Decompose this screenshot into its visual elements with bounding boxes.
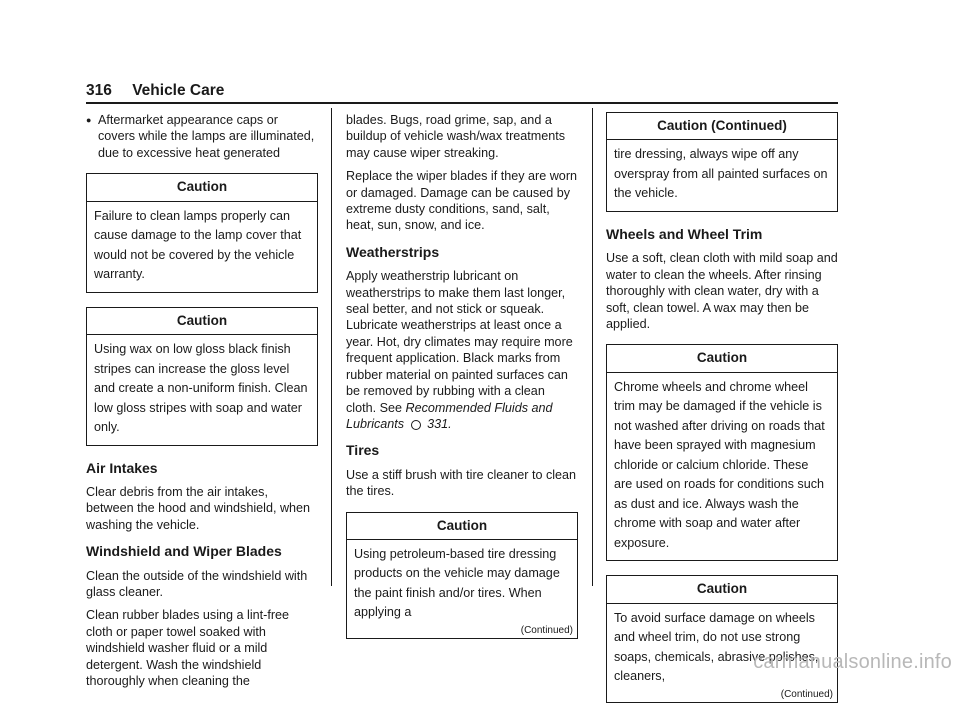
column-2 (346, 112, 578, 653)
caution-body: To avoid surface damage on wheels and wheel trim, do not use strong soaps, chemicals, abrasive polishes, cleaners, (614, 610, 819, 684)
cross-reference-link[interactable]: Recommended Fluids and Lubricants (346, 400, 553, 431)
caution-box (86, 307, 318, 446)
paragraph-text: Apply weatherstrip lubricant on weatherstrips to make them last longer, seal better, and not stick or squeak. Lubricate weatherstrips at least once a year. Hot, dry climates may require more frequent application. Black marks from rubber material on painted surfaces can be removed by rubbing with a clean cloth. See (346, 269, 573, 415)
paragraph: Replace the wiper blades if they are worn or damaged. Damage can be caused by extreme dusty conditions, sand, salt, heat, sun, snow, and ice. (346, 169, 578, 233)
paragraph: Use a soft, clean cloth with mild soap and water to clean the wheels. After rinsing thoroughly with clean water, dry with a soft, clean towel. A wax may then be applied. (606, 251, 838, 331)
caution-box (606, 344, 838, 561)
header-rule (86, 102, 838, 104)
continued-label: (Continued) (520, 624, 573, 636)
bullet-item (86, 112, 318, 161)
caution-box (346, 512, 578, 639)
cross-reference-page[interactable]: 331 (427, 416, 449, 431)
column-divider (592, 108, 593, 586)
section-heading: Air Intakes (86, 459, 158, 476)
caution-title: Caution (Continued) (607, 113, 837, 140)
caution-body: Failure to clean lamps properly can cause damage to the lamp cover that would not be covered by the vehicle warranty. (94, 208, 302, 282)
column-3 (606, 112, 838, 717)
caution-body: Chrome wheels and chrome wheel trim may be damaged if the vehicle is not washed after driving on roads that have been sprayed with magnesium chloride or calcium chloride. These are used on roads for conditions such as dust and ice. Always wash the chrome with soap and water after exposure. (614, 379, 825, 550)
caution-box (86, 173, 318, 292)
caution-box (606, 575, 838, 702)
section-heading: Weatherstrips (346, 243, 440, 260)
section-title: Vehicle Care (132, 82, 225, 99)
continued-label: (Continued) (780, 688, 833, 700)
section-heading: Tires (346, 442, 380, 459)
page-header (86, 82, 838, 100)
caution-title: Caution (87, 174, 317, 201)
bullet-text: Aftermarket appearance caps or covers while the lamps are illuminated, due to excessive heat generated (98, 113, 315, 160)
page-reference-icon (411, 420, 421, 430)
paragraph: Clean the outside of the windshield with glass cleaner. (86, 568, 308, 599)
watermark: carmanualsonline.info (753, 651, 952, 673)
paragraph: Apply weatherstrip lubricant on weatherstrips to make them last longer, seal better, and not stick or squeak. Lubricate weatherstrips at least once a year. Hot, dry climates may require more frequent application. Black marks from rubber material on painted surfaces can be removed by rubbing with a clean cloth. See Recommended Fluids and Lubricants 331. (346, 269, 573, 431)
caution-title: Caution (87, 308, 317, 335)
paragraph: Clean rubber blades using a lint-free cloth or paper towel soaked with windshield washer fluid or a mild detergent. Wash the windshield thoroughly when cleaning the (86, 608, 290, 688)
caution-title: Caution (607, 345, 837, 372)
paragraph: Use a stiff brush with tire cleaner to clean the tires. (346, 467, 577, 499)
section-heading: Wheels and Wheel Trim (606, 225, 763, 242)
caution-title: Caution (347, 513, 577, 540)
caution-body: tire dressing, always wipe off any overspray from all painted surfaces on the vehicle. (614, 147, 828, 201)
caution-body: Using petroleum-based tire dressing products on the vehicle may damage the paint finish and/or tires. When applying a (354, 546, 560, 620)
column-divider (331, 108, 332, 586)
page-number: 316 (86, 82, 112, 99)
caution-body: Using wax on low gloss black finish stripes can increase the gloss level and create a non-uniform finish. Clean low gloss stripes with soap and water only. (94, 342, 308, 435)
caution-box (606, 112, 838, 212)
section-heading: Windshield and Wiper Blades (86, 543, 282, 560)
column-1 (86, 112, 318, 696)
caution-title: Caution (607, 576, 837, 603)
bullet-icon: ● (86, 115, 92, 125)
paragraph: Clear debris from the air intakes, between the hood and windshield, when washing the vehicle. (86, 484, 311, 532)
paragraph: blades. Bugs, road grime, sap, and a buildup of vehicle wash/wax treatments may cause wiper streaking. (346, 113, 566, 160)
